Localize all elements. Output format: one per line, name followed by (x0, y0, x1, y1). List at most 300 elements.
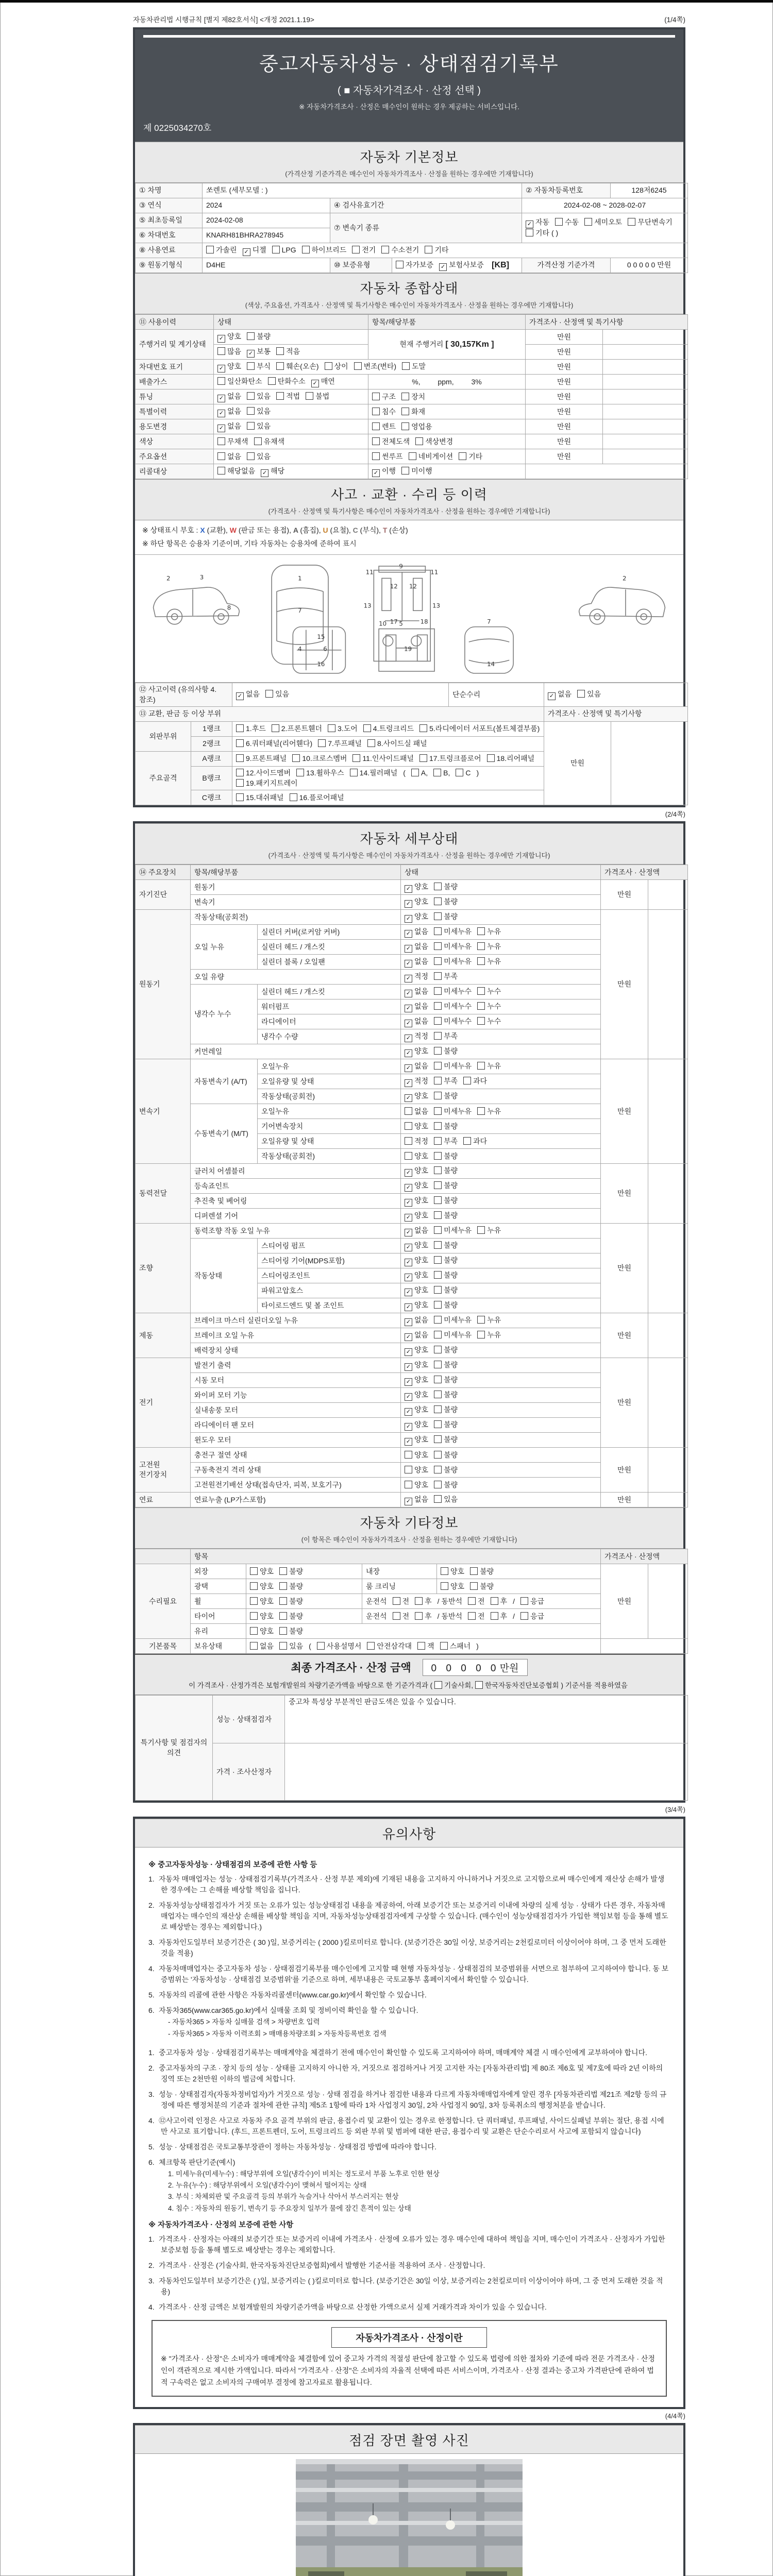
checkbox-icon[interactable] (272, 246, 280, 253)
checkbox-option[interactable] (217, 421, 241, 432)
checkbox-option[interactable] (236, 724, 266, 734)
checkbox-option[interactable] (405, 1345, 428, 1356)
checkbox-option[interactable] (434, 1046, 458, 1057)
checkbox-icon[interactable] (419, 724, 427, 732)
checkbox-icon[interactable]: ✓ (405, 1303, 412, 1311)
checkbox-option[interactable] (477, 1002, 501, 1012)
checkbox-icon[interactable] (434, 1181, 442, 1189)
checkbox-icon[interactable] (434, 1301, 442, 1309)
checkbox-icon[interactable] (434, 1062, 442, 1070)
checkbox-option[interactable] (477, 942, 501, 952)
checkbox-icon[interactable] (247, 422, 255, 430)
checkbox-option[interactable] (477, 1330, 501, 1341)
checkbox-option[interactable] (405, 927, 428, 938)
checkbox-option[interactable] (434, 972, 458, 982)
checkbox-icon[interactable] (434, 1032, 442, 1040)
checkbox-icon[interactable]: ✓ (405, 1184, 412, 1192)
checkbox-option[interactable] (279, 1641, 303, 1652)
checkbox-icon[interactable] (250, 1582, 258, 1590)
checkbox-icon[interactable] (354, 362, 362, 370)
checkbox-option[interactable] (419, 754, 481, 764)
checkbox-option[interactable] (433, 768, 450, 778)
checkbox-icon[interactable] (328, 724, 335, 732)
checkbox-icon[interactable]: ✓ (372, 469, 380, 477)
checkbox-option[interactable] (434, 1330, 472, 1341)
checkbox-option[interactable] (415, 1597, 432, 1607)
checkbox-icon[interactable] (491, 1597, 498, 1605)
checkbox-option[interactable] (419, 724, 540, 734)
checkbox-icon[interactable]: ✓ (405, 885, 412, 893)
checkbox-icon[interactable] (236, 793, 244, 801)
checkbox-option[interactable] (434, 1345, 458, 1355)
checkbox-option[interactable] (459, 452, 482, 462)
checkbox-icon[interactable] (434, 957, 442, 965)
checkbox-icon[interactable] (477, 942, 485, 950)
checkbox-option[interactable] (434, 1211, 458, 1221)
checkbox-icon[interactable] (425, 246, 432, 253)
checkbox-option[interactable] (206, 245, 237, 256)
checkbox-option[interactable] (250, 1597, 274, 1607)
checkbox-icon[interactable] (434, 897, 442, 905)
checkbox-icon[interactable] (434, 1077, 442, 1084)
checkbox-icon[interactable]: ✓ (405, 1498, 412, 1505)
checkbox-option[interactable] (250, 1567, 274, 1577)
checkbox-option[interactable] (405, 1256, 428, 1266)
checkbox-icon[interactable] (401, 408, 409, 415)
checkbox-icon[interactable] (415, 437, 423, 445)
checkbox-icon[interactable] (302, 246, 310, 253)
checkbox-option[interactable] (352, 245, 376, 256)
checkbox-icon[interactable] (276, 392, 284, 400)
checkbox-icon[interactable] (475, 1681, 483, 1689)
checkbox-icon[interactable] (463, 1077, 471, 1084)
checkbox-icon[interactable] (477, 1002, 485, 1010)
checkbox-icon[interactable] (236, 754, 244, 762)
checkbox-option[interactable] (393, 1612, 410, 1622)
checkbox-icon[interactable]: ✓ (405, 975, 412, 982)
checkbox-option[interactable] (434, 1061, 472, 1072)
checkbox-option[interactable] (292, 754, 347, 764)
checkbox-option[interactable] (439, 260, 484, 271)
checkbox-option[interactable] (434, 897, 458, 907)
checkbox-icon[interactable]: ✓ (405, 1020, 412, 1027)
checkbox-option[interactable] (477, 957, 501, 967)
checkbox-option[interactable] (405, 957, 428, 968)
checkbox-icon[interactable] (250, 1597, 258, 1605)
checkbox-icon[interactable] (434, 1391, 442, 1398)
checkbox-option[interactable] (236, 689, 260, 700)
checkbox-icon[interactable] (401, 467, 409, 474)
checkbox-icon[interactable]: ✓ (405, 990, 412, 997)
checkbox-icon[interactable] (279, 1642, 287, 1650)
checkbox-icon[interactable]: ✓ (405, 1244, 412, 1251)
checkbox-icon[interactable] (440, 1642, 448, 1650)
checkbox-icon[interactable] (520, 1597, 528, 1605)
checkbox-option[interactable] (405, 1435, 428, 1446)
checkbox-icon[interactable]: ✓ (405, 915, 412, 923)
checkbox-option[interactable] (317, 1641, 362, 1652)
checkbox-icon[interactable] (317, 1642, 325, 1650)
checkbox-option[interactable] (405, 1495, 428, 1505)
checkbox-option[interactable] (628, 217, 673, 228)
checkbox-option[interactable] (405, 897, 428, 908)
checkbox-option[interactable] (434, 1151, 458, 1162)
checkbox-option[interactable] (434, 1375, 458, 1385)
checkbox-icon[interactable] (405, 1466, 412, 1473)
checkbox-icon[interactable] (434, 972, 442, 980)
checkbox-icon[interactable]: ✓ (405, 1363, 412, 1371)
checkbox-option[interactable] (350, 768, 398, 778)
checkbox-icon[interactable] (236, 724, 244, 732)
checkbox-option[interactable] (217, 347, 241, 357)
checkbox-icon[interactable] (456, 769, 463, 776)
checkbox-option[interactable] (401, 422, 432, 432)
checkbox-icon[interactable] (520, 1612, 528, 1620)
checkbox-icon[interactable]: ✓ (405, 1079, 412, 1087)
checkbox-option[interactable] (434, 1107, 472, 1117)
checkbox-icon[interactable] (477, 1107, 485, 1115)
checkbox-option[interactable] (279, 1597, 303, 1607)
checkbox-icon[interactable]: ✓ (526, 221, 533, 228)
checkbox-option[interactable] (325, 362, 348, 372)
checkbox-option[interactable] (434, 1315, 472, 1326)
checkbox-option[interactable] (401, 466, 432, 477)
checkbox-option[interactable] (434, 1137, 458, 1147)
checkbox-option[interactable] (526, 217, 549, 228)
checkbox-icon[interactable] (247, 452, 255, 460)
checkbox-icon[interactable] (247, 362, 255, 370)
checkbox-option[interactable] (268, 377, 306, 387)
checkbox-option[interactable] (470, 1582, 494, 1592)
checkbox-option[interactable] (405, 1196, 428, 1207)
checkbox-icon[interactable] (434, 1681, 442, 1689)
checkbox-icon[interactable]: ✓ (217, 425, 225, 432)
checkbox-icon[interactable]: ✓ (405, 1094, 412, 1102)
checkbox-icon[interactable]: ✓ (405, 1049, 412, 1057)
checkbox-option[interactable] (401, 392, 425, 402)
checkbox-option[interactable] (217, 452, 241, 462)
checkbox-icon[interactable] (411, 769, 419, 776)
checkbox-icon[interactable]: ✓ (405, 1229, 412, 1236)
checkbox-icon[interactable] (325, 362, 332, 370)
checkbox-option[interactable] (434, 1480, 458, 1490)
checkbox-icon[interactable] (402, 362, 410, 370)
checkbox-option[interactable] (417, 1641, 434, 1652)
checkbox-icon[interactable] (434, 1466, 442, 1473)
checkbox-option[interactable] (261, 466, 284, 477)
checkbox-icon[interactable] (276, 347, 284, 355)
checkbox-option[interactable] (434, 1256, 458, 1266)
checkbox-icon[interactable]: ✓ (261, 469, 268, 477)
checkbox-option[interactable] (405, 882, 428, 893)
checkbox-option[interactable] (405, 1016, 428, 1027)
checkbox-option[interactable] (520, 1597, 544, 1607)
checkbox-option[interactable] (477, 927, 501, 937)
checkbox-option[interactable] (434, 1226, 472, 1236)
checkbox-icon[interactable] (434, 1017, 442, 1025)
checkbox-option[interactable] (441, 1567, 464, 1577)
checkbox-option[interactable] (405, 942, 428, 953)
checkbox-icon[interactable] (372, 452, 380, 460)
checkbox-option[interactable] (405, 1360, 428, 1371)
checkbox-icon[interactable] (393, 1597, 400, 1605)
checkbox-icon[interactable]: ✓ (405, 1333, 412, 1341)
checkbox-option[interactable] (477, 1061, 501, 1072)
checkbox-option[interactable] (372, 422, 396, 432)
checkbox-icon[interactable] (434, 1002, 442, 1010)
checkbox-icon[interactable]: ✓ (405, 1318, 412, 1326)
checkbox-icon[interactable] (434, 1166, 442, 1174)
checkbox-icon[interactable] (434, 1405, 442, 1413)
checkbox-option[interactable] (243, 245, 266, 256)
checkbox-option[interactable] (405, 1091, 428, 1102)
checkbox-option[interactable] (405, 1390, 428, 1401)
checkbox-icon[interactable] (352, 246, 360, 253)
checkbox-option[interactable] (434, 942, 472, 952)
checkbox-option[interactable] (477, 1315, 501, 1326)
checkbox-icon[interactable] (401, 393, 409, 400)
checkbox-icon[interactable]: ✓ (217, 335, 225, 343)
checkbox-icon[interactable] (584, 218, 592, 226)
checkbox-option[interactable] (405, 1061, 428, 1072)
checkbox-icon[interactable] (409, 452, 416, 460)
checkbox-icon[interactable] (433, 769, 441, 776)
checkbox-option[interactable] (405, 1137, 428, 1147)
checkbox-option[interactable] (372, 437, 410, 447)
checkbox-option[interactable] (290, 793, 344, 803)
checkbox-icon[interactable] (434, 1346, 442, 1353)
checkbox-option[interactable] (247, 421, 271, 432)
checkbox-icon[interactable] (441, 1582, 448, 1590)
checkbox-icon[interactable] (434, 1316, 442, 1324)
checkbox-option[interactable] (402, 362, 426, 372)
checkbox-icon[interactable] (628, 218, 635, 226)
checkbox-option[interactable] (254, 437, 285, 447)
checkbox-option[interactable] (434, 1076, 458, 1087)
checkbox-icon[interactable] (434, 1137, 442, 1145)
checkbox-option[interactable] (405, 1270, 428, 1281)
checkbox-icon[interactable] (279, 1627, 287, 1635)
checkbox-option[interactable] (236, 778, 298, 789)
checkbox-icon[interactable]: ✓ (405, 1259, 412, 1266)
checkbox-icon[interactable] (254, 437, 262, 445)
checkbox-option[interactable] (491, 1612, 508, 1622)
checkbox-option[interactable] (352, 754, 414, 764)
checkbox-option[interactable] (468, 1597, 485, 1607)
checkbox-icon[interactable] (401, 422, 409, 430)
checkbox-option[interactable] (468, 1612, 485, 1622)
checkbox-option[interactable] (405, 1450, 428, 1461)
checkbox-option[interactable] (520, 1612, 544, 1622)
checkbox-icon[interactable] (477, 987, 485, 995)
checkbox-icon[interactable]: ✓ (405, 1423, 412, 1431)
checkbox-option[interactable] (405, 1031, 428, 1042)
checkbox-option[interactable] (434, 1241, 458, 1251)
checkbox-icon[interactable] (405, 1137, 412, 1145)
checkbox-icon[interactable] (468, 1597, 476, 1605)
checkbox-icon[interactable] (279, 1567, 287, 1575)
checkbox-option[interactable] (250, 1626, 274, 1637)
checkbox-option[interactable] (236, 768, 291, 778)
checkbox-option[interactable] (548, 689, 572, 700)
checkbox-option[interactable] (477, 1107, 501, 1117)
checkbox-option[interactable] (405, 1315, 428, 1326)
checkbox-icon[interactable] (415, 1612, 423, 1620)
checkbox-option[interactable] (491, 1597, 508, 1607)
checkbox-icon[interactable] (250, 1627, 258, 1635)
checkbox-icon[interactable] (217, 467, 225, 474)
checkbox-option[interactable] (434, 912, 458, 922)
checkbox-option[interactable] (401, 407, 425, 417)
checkbox-option[interactable] (405, 1375, 428, 1386)
checkbox-icon[interactable]: ✓ (405, 1274, 412, 1281)
checkbox-option[interactable] (434, 1002, 472, 1012)
checkbox-icon[interactable] (265, 690, 273, 698)
checkbox-option[interactable] (318, 739, 362, 749)
checkbox-icon[interactable] (470, 1582, 478, 1590)
checkbox-option[interactable] (405, 1122, 428, 1132)
checkbox-icon[interactable] (250, 1642, 258, 1650)
checkbox-icon[interactable] (434, 1481, 442, 1488)
checkbox-option[interactable] (434, 1680, 473, 1690)
checkbox-option[interactable] (250, 1582, 274, 1592)
checkbox-icon[interactable] (434, 1047, 442, 1055)
checkbox-option[interactable] (363, 724, 414, 734)
checkbox-icon[interactable] (396, 261, 404, 268)
checkbox-option[interactable] (405, 912, 428, 923)
checkbox-option[interactable] (279, 1626, 303, 1637)
checkbox-icon[interactable] (577, 690, 585, 698)
checkbox-option[interactable] (434, 1435, 458, 1445)
checkbox-icon[interactable]: ✓ (405, 1438, 412, 1446)
checkbox-option[interactable] (265, 689, 289, 700)
checkbox-icon[interactable] (434, 1092, 442, 1099)
checkbox-icon[interactable] (236, 769, 244, 776)
checkbox-icon[interactable] (459, 452, 466, 460)
checkbox-icon[interactable] (350, 769, 358, 776)
checkbox-icon[interactable]: ✓ (405, 900, 412, 908)
checkbox-option[interactable] (306, 392, 329, 402)
checkbox-icon[interactable] (468, 1612, 476, 1620)
checkbox-option[interactable] (405, 1226, 428, 1236)
checkbox-option[interactable] (411, 768, 428, 778)
checkbox-icon[interactable]: ✓ (405, 1378, 412, 1386)
checkbox-icon[interactable] (434, 883, 442, 890)
checkbox-option[interactable] (405, 1002, 428, 1012)
checkbox-option[interactable] (302, 245, 347, 256)
checkbox-icon[interactable] (292, 754, 300, 762)
checkbox-option[interactable] (296, 768, 344, 778)
checkbox-option[interactable] (434, 882, 458, 892)
checkbox-option[interactable] (279, 1582, 303, 1592)
checkbox-option[interactable] (276, 347, 300, 357)
checkbox-icon[interactable]: ✓ (217, 410, 225, 417)
checkbox-option[interactable] (434, 1031, 458, 1042)
checkbox-icon[interactable] (434, 927, 442, 935)
checkbox-icon[interactable] (415, 1597, 423, 1605)
checkbox-icon[interactable] (367, 739, 375, 747)
checkbox-option[interactable] (405, 1241, 428, 1251)
checkbox-option[interactable] (372, 452, 403, 462)
checkbox-option[interactable] (328, 724, 358, 734)
checkbox-option[interactable] (434, 1166, 458, 1176)
checkbox-option[interactable] (405, 1151, 428, 1162)
checkbox-option[interactable] (247, 452, 271, 462)
checkbox-icon[interactable]: ✓ (405, 1348, 412, 1356)
checkbox-icon[interactable] (434, 1495, 442, 1503)
checkbox-icon[interactable] (470, 1567, 478, 1575)
checkbox-icon[interactable] (352, 754, 360, 762)
checkbox-option[interactable] (247, 332, 271, 342)
checkbox-icon[interactable] (477, 1062, 485, 1070)
checkbox-icon[interactable] (434, 1271, 442, 1279)
checkbox-icon[interactable] (477, 957, 485, 965)
checkbox-option[interactable] (217, 406, 241, 417)
checkbox-icon[interactable] (393, 1612, 400, 1620)
checkbox-option[interactable] (236, 793, 284, 803)
checkbox-option[interactable] (405, 1211, 428, 1222)
checkbox-icon[interactable] (434, 1451, 442, 1459)
checkbox-icon[interactable] (434, 1211, 442, 1219)
checkbox-icon[interactable] (250, 1612, 258, 1620)
checkbox-option[interactable] (272, 245, 296, 256)
checkbox-option[interactable] (415, 437, 453, 447)
checkbox-icon[interactable] (419, 754, 427, 762)
checkbox-icon[interactable] (434, 1376, 442, 1383)
checkbox-option[interactable] (456, 768, 470, 778)
checkbox-option[interactable] (405, 1465, 428, 1476)
checkbox-option[interactable] (217, 392, 241, 402)
checkbox-icon[interactable] (372, 437, 380, 445)
checkbox-option[interactable] (463, 1137, 487, 1147)
checkbox-icon[interactable] (555, 218, 563, 226)
checkbox-option[interactable] (405, 1046, 428, 1057)
checkbox-option[interactable] (405, 1076, 428, 1087)
checkbox-option[interactable] (477, 1226, 501, 1236)
checkbox-option[interactable] (434, 1405, 458, 1415)
checkbox-option[interactable] (434, 1390, 458, 1400)
checkbox-option[interactable] (279, 1567, 303, 1577)
checkbox-icon[interactable]: ✓ (439, 263, 447, 271)
checkbox-option[interactable] (405, 1420, 428, 1431)
checkbox-option[interactable] (405, 1405, 428, 1416)
checkbox-icon[interactable] (250, 1567, 258, 1575)
checkbox-option[interactable] (415, 1612, 432, 1622)
checkbox-option[interactable] (434, 1181, 458, 1191)
checkbox-icon[interactable] (477, 1017, 485, 1025)
checkbox-option[interactable] (279, 1612, 303, 1622)
checkbox-option[interactable] (381, 245, 419, 256)
checkbox-icon[interactable] (405, 1107, 412, 1115)
checkbox-option[interactable] (470, 1567, 494, 1577)
checkbox-option[interactable] (434, 1122, 458, 1132)
checkbox-icon[interactable] (434, 942, 442, 950)
checkbox-option[interactable] (463, 1076, 487, 1087)
checkbox-icon[interactable]: ✓ (405, 1005, 412, 1012)
checkbox-icon[interactable] (217, 377, 225, 385)
checkbox-option[interactable] (434, 1270, 458, 1281)
checkbox-icon[interactable] (247, 332, 255, 340)
checkbox-icon[interactable] (434, 1286, 442, 1294)
checkbox-icon[interactable] (247, 392, 255, 400)
checkbox-icon[interactable] (279, 1597, 287, 1605)
checkbox-icon[interactable] (434, 1226, 442, 1234)
checkbox-option[interactable] (250, 1612, 274, 1622)
checkbox-option[interactable] (405, 1300, 428, 1311)
checkbox-option[interactable] (434, 1091, 458, 1101)
checkbox-icon[interactable] (217, 437, 225, 445)
checkbox-icon[interactable]: ✓ (405, 945, 412, 953)
